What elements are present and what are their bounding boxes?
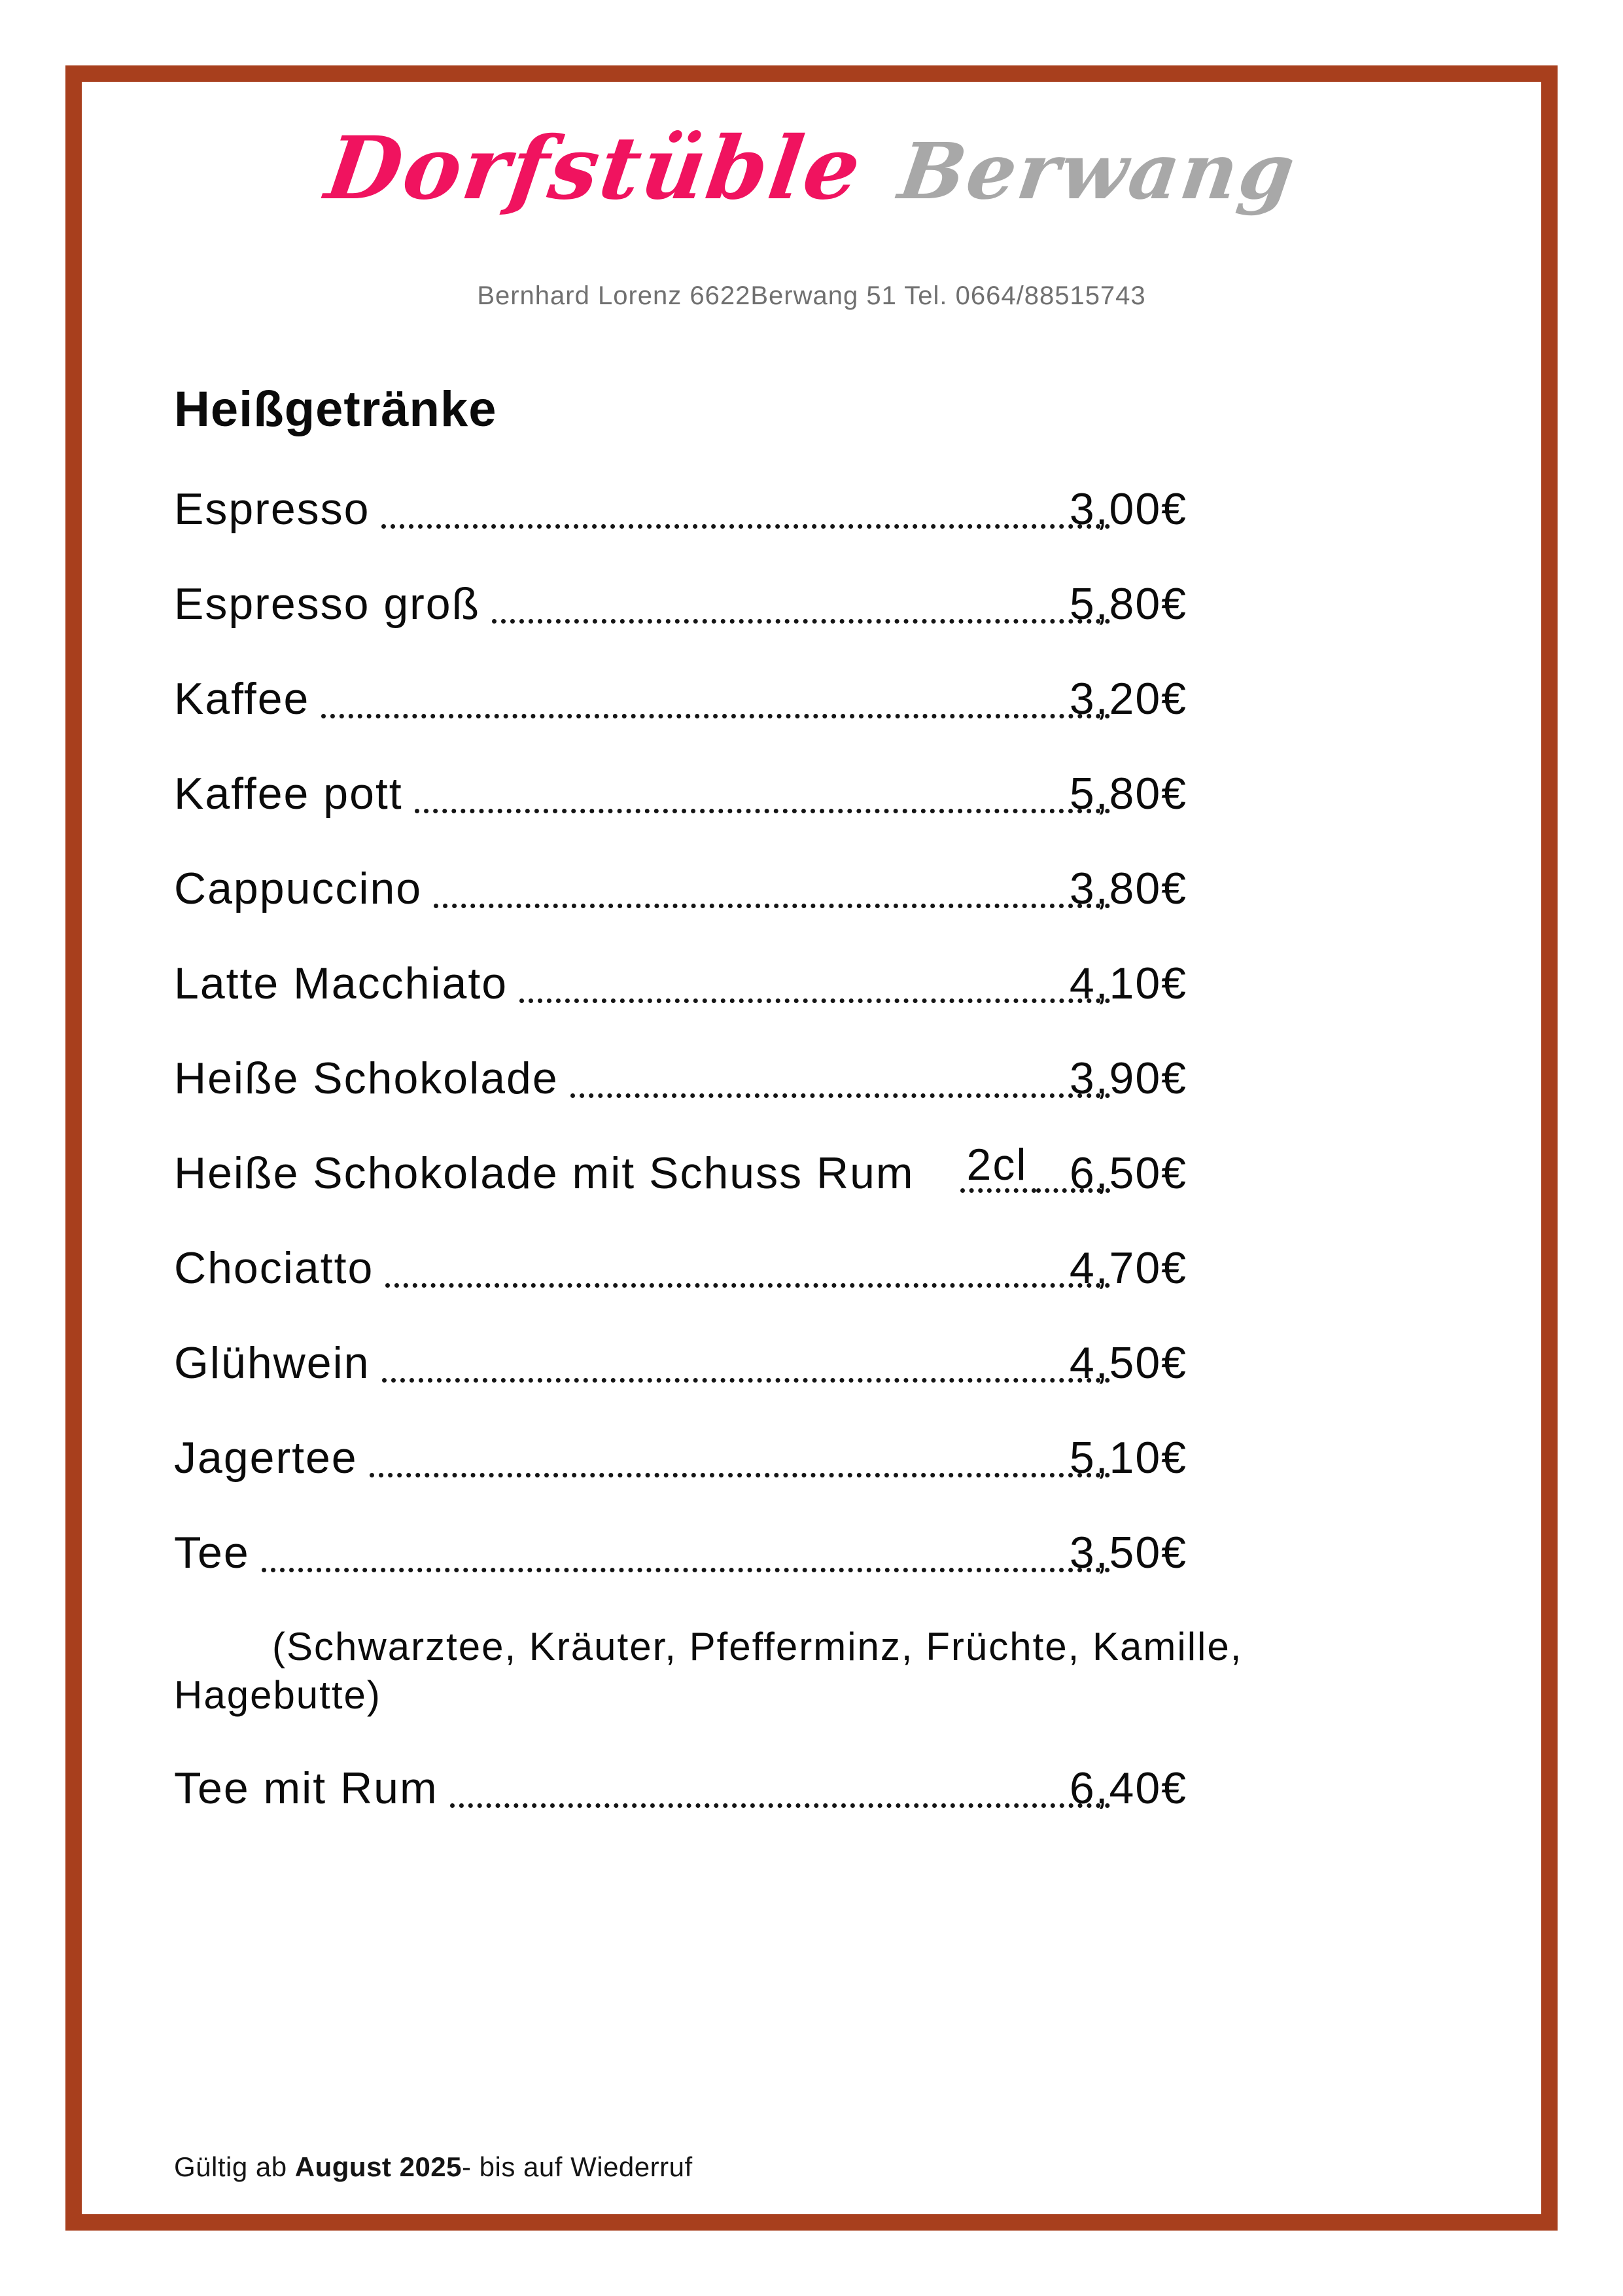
menu-item-name: Tee mit Rum [174,1763,438,1813]
menu-item-price: 3,20€ [1069,673,1187,724]
menu-item-price: 6,40€ [1069,1763,1187,1813]
menu-item-row [174,1007,1187,1102]
menu-item-name: Jagertee [174,1432,358,1483]
menu-item-name: Espresso groß [174,578,481,629]
menu-item-row [174,1102,1187,1197]
validity-note [174,2151,693,2183]
note-line: Hagebutte) [174,1673,381,1717]
dotted-leader [382,1378,1110,1383]
dotted-leader [450,1803,1110,1808]
menu-item-price: 3,00€ [1069,484,1187,534]
menu-item-price: 5,80€ [1069,768,1187,819]
tea-varieties-note [174,1623,1535,1720]
menu-item-name: Glühwein [174,1337,370,1388]
contact-line: Bernhard Lorenz 6622Berwang 51 Tel. 0664/88515743 [477,281,1146,310]
section-title: Heißgetränke [174,381,497,437]
menu-item-row [174,438,1187,533]
menu-item-name: Tee [174,1527,250,1578]
menu-item-name: Espresso [174,484,370,534]
dotted-leader [385,1283,1110,1288]
dotted-leader [519,998,1110,1003]
dotted-leader [434,904,1110,908]
validity-period: August 2025 [294,2151,462,2182]
menu-item-row [174,533,1187,627]
menu-item-name: Kaffee pott [174,768,403,819]
menu-item-price: 5,80€ [1069,578,1187,629]
menu-item-name: Latte Macchiato [174,958,508,1008]
menu-item-price: 5,10€ [1069,1432,1187,1483]
dotted-leader [415,809,1110,813]
menu-item-name: Chociatto [174,1243,374,1293]
menu-item-row [174,912,1187,1007]
dotted-leader [492,619,1110,624]
menu-item-name: Heiße Schokolade [174,1053,559,1103]
menu-item-price: 3,80€ [1069,863,1187,913]
dotted-leader [321,714,1109,718]
menu-item-row [174,1717,1187,1812]
menu-item-row [174,1481,1187,1576]
dotted-leader [570,1093,1110,1098]
menu-item-price: 4,70€ [1069,1243,1187,1293]
menu-item-row [174,817,1187,912]
dotted-leader [262,1568,1110,1572]
logo [0,118,1623,219]
menu-item-price: 4,50€ [1069,1337,1187,1388]
menu-item-price: 3,50€ [1069,1527,1187,1578]
validity-suffix: - bis auf Wiederruf [462,2151,693,2182]
menu-item-name: Cappuccino [174,863,423,913]
menu-item-price: 6,50€ [1069,1148,1187,1198]
menu-item-row [174,1197,1187,1292]
menu-item-name: Heiße Schokolade mit Schuss Rum [174,1148,915,1198]
menu-item-list [174,438,1187,1576]
menu-item-row [174,722,1187,817]
menu-item-qty: 2cl [960,1142,1037,1193]
menu-item-row [174,1386,1187,1481]
dotted-leader [1036,1188,1109,1193]
menu-item-price: 4,10€ [1069,958,1187,1008]
logo-location: Berwang [894,126,1302,217]
menu-item-row [174,1292,1187,1386]
logo-brand: Dorfstüble [320,118,869,219]
dotted-leader [381,524,1109,529]
menu-item-name: Kaffee [174,673,310,724]
menu-item-row [174,627,1187,722]
validity-prefix: Gültig ab [174,2151,295,2182]
menu-item-list-continued [174,1717,1187,1812]
menu-item-price: 3,90€ [1069,1053,1187,1103]
dotted-leader [370,1473,1110,1477]
note-line: (Schwarztee, Kräuter, Pfefferminz, Früchte, Kamille, [272,1625,1243,1669]
